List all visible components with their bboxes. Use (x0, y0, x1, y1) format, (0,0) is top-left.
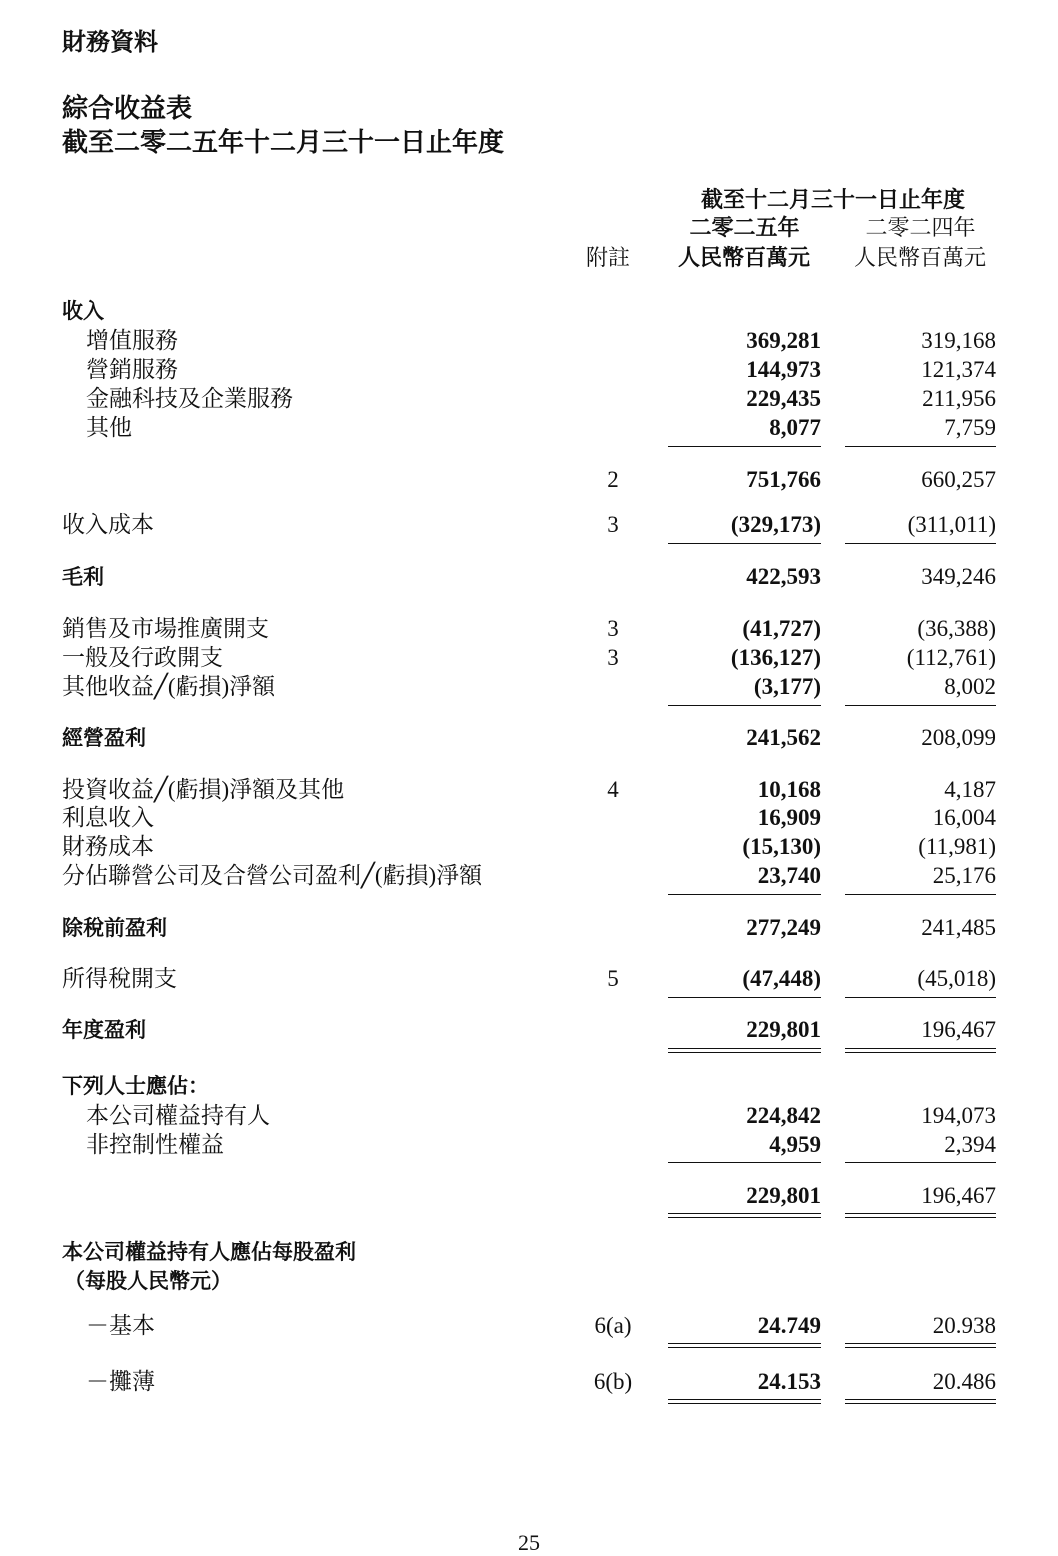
value-2024: (36,388) (917, 616, 996, 641)
note-ref: 6(a) (594, 1313, 632, 1338)
value-2024: 196,467 (921, 1183, 996, 1208)
table-row (0, 326, 1058, 356)
row-label: 金融科技及企業服務 (86, 386, 293, 411)
subtotal-rule (845, 705, 996, 706)
value-2024: 194,073 (921, 1103, 996, 1128)
value-2024: 241,485 (921, 915, 996, 940)
row-label: 其他收益╱(虧損)淨額 (62, 674, 276, 699)
total-double-rule (845, 1343, 996, 1348)
value-2025: 23,740 (757, 863, 821, 888)
table-row (0, 643, 1058, 673)
row-label: （每股人民幣元） (64, 1269, 232, 1293)
subtotal-rule (668, 894, 821, 895)
table-row (0, 384, 1058, 414)
value-2025: 224,842 (746, 1103, 821, 1128)
total-double-rule (845, 1399, 996, 1404)
total-double-rule (845, 1213, 996, 1218)
header-note: 附註 (586, 245, 631, 270)
table-row (0, 614, 1058, 644)
subtotal-rule (668, 543, 821, 544)
table-row (0, 913, 1058, 943)
table-row (0, 1101, 1058, 1131)
subtotal-rule (845, 997, 996, 998)
table-row (0, 1015, 1058, 1045)
row-label: 利息收入 (62, 805, 154, 830)
subtotal-rule (845, 446, 996, 447)
value-2025: 369,281 (746, 328, 821, 353)
note-ref: 2 (607, 467, 619, 492)
table-row (0, 832, 1058, 862)
row-label: 毛利 (62, 565, 104, 589)
note-ref: 3 (607, 645, 619, 670)
subtotal-rule (668, 705, 821, 706)
subtotal-rule (668, 1162, 821, 1163)
row-label: 營銷服務 (86, 357, 178, 382)
row-label: 其他 (86, 415, 132, 440)
value-2025: 24.749 (757, 1313, 821, 1338)
table-row (0, 355, 1058, 385)
value-2024: 319,168 (921, 328, 996, 353)
value-2024: 208,099 (921, 725, 996, 750)
table-row (0, 672, 1058, 702)
value-2025: (3,177) (753, 674, 821, 699)
total-double-rule (668, 1048, 821, 1053)
table-row (0, 1071, 1058, 1101)
value-2025: 422,593 (746, 564, 821, 589)
value-2024: (45,018) (917, 966, 996, 991)
value-2024: 349,246 (921, 564, 996, 589)
table-row (0, 465, 1058, 495)
value-2025: 241,562 (746, 725, 821, 750)
row-label: －基本 (86, 1313, 155, 1338)
header-unit-2024: 人民幣百萬元 (853, 245, 986, 270)
value-2024: (11,981) (918, 834, 996, 859)
value-2024: 25,176 (932, 863, 996, 888)
value-2024: 20.486 (932, 1369, 996, 1394)
value-2024: 20.938 (932, 1313, 996, 1338)
total-double-rule (668, 1399, 821, 1404)
total-double-rule (668, 1343, 821, 1348)
row-label: 下列人士應佔： (62, 1074, 209, 1098)
row-label: 所得稅開支 (62, 966, 177, 991)
page-number: 25 (518, 1530, 540, 1555)
value-2024: (311,011) (907, 512, 996, 537)
table-row (0, 1311, 1058, 1341)
header-unit-2025: 人民幣百萬元 (677, 246, 810, 271)
value-2024: 4,187 (944, 777, 996, 802)
value-2024: 16,004 (932, 805, 996, 830)
row-label: －攤薄 (86, 1369, 155, 1394)
row-label: 除稅前盈利 (62, 916, 167, 940)
period-title: 截至二零二五年十二月三十一日止年度 (62, 128, 505, 158)
row-label: 增值服務 (86, 328, 178, 353)
value-2025: 277,249 (746, 915, 821, 940)
value-2024: 121,374 (921, 357, 996, 382)
row-label: 銷售及市場推廣開支 (62, 616, 269, 641)
value-2024: 7,759 (944, 415, 996, 440)
table-row (0, 861, 1058, 891)
table-row (0, 723, 1058, 753)
statement-title: 綜合收益表 (62, 94, 193, 124)
header-year-2025: 二零二五年 (689, 216, 800, 241)
value-2025: (47,448) (742, 966, 821, 991)
row-label: 本公司權益持有人應佔每股盈利 (62, 1240, 356, 1264)
value-2025: 8,077 (769, 415, 821, 440)
subtotal-rule (845, 894, 996, 895)
table-row (0, 296, 1058, 326)
total-double-rule (668, 1213, 821, 1218)
value-2024: 8,002 (944, 674, 996, 699)
value-2024: 2,394 (944, 1132, 996, 1157)
value-2025: (15,130) (742, 834, 821, 859)
table-row (0, 1181, 1058, 1211)
value-2025: (41,727) (742, 616, 821, 641)
note-ref: 6(b) (593, 1369, 633, 1394)
row-label: 財務成本 (62, 834, 154, 859)
total-double-rule (845, 1048, 996, 1053)
value-2025: (329,173) (730, 512, 821, 537)
value-2025: 229,801 (746, 1017, 821, 1042)
row-label: 非控制性權益 (86, 1132, 224, 1157)
row-label: 收入成本 (62, 512, 154, 537)
header-year-2024: 二零二四年 (865, 215, 976, 240)
value-2025: 24.153 (757, 1369, 821, 1394)
value-2024: 660,257 (921, 467, 996, 492)
note-ref: 3 (607, 512, 619, 537)
value-2024: (112,761) (906, 645, 996, 670)
table-row (0, 1266, 1058, 1296)
note-ref: 5 (607, 966, 619, 991)
value-2025: 751,766 (746, 467, 821, 492)
row-label: 分佔聯營公司及合營公司盈利╱(虧損)淨額 (62, 863, 483, 888)
row-label: 一般及行政開支 (62, 645, 223, 670)
subtotal-rule (845, 543, 996, 544)
value-2025: (136,127) (730, 645, 821, 670)
table-row (0, 1130, 1058, 1160)
table-row (0, 1367, 1058, 1397)
subtotal-rule (845, 1162, 996, 1163)
value-2025: 229,801 (746, 1183, 821, 1208)
row-label: 年度盈利 (62, 1018, 146, 1042)
value-2024: 196,467 (921, 1017, 996, 1042)
table-row (0, 803, 1058, 833)
value-2025: 229,435 (746, 386, 821, 411)
note-ref: 4 (607, 777, 619, 802)
note-ref: 3 (607, 616, 619, 641)
subtotal-rule (668, 446, 821, 447)
value-2025: 16,909 (757, 805, 821, 830)
table-row (0, 1237, 1058, 1267)
table-row (0, 964, 1058, 994)
table-row (0, 413, 1058, 443)
value-2025: 10,168 (757, 777, 821, 802)
header-period: 截至十二月三十一日止年度 (700, 188, 965, 213)
row-label: 經營盈利 (62, 726, 146, 750)
table-row (0, 510, 1058, 540)
value-2025: 144,973 (746, 357, 821, 382)
table-row (0, 562, 1058, 592)
row-label: 投資收益╱(虧損)淨額及其他 (62, 777, 345, 802)
row-label: 本公司權益持有人 (86, 1103, 270, 1128)
section-title: 財務資料 (62, 28, 158, 56)
value-2025: 4,959 (769, 1132, 821, 1157)
subtotal-rule (668, 997, 821, 998)
row-label: 收入 (62, 299, 104, 323)
table-row (0, 775, 1058, 805)
value-2024: 211,956 (922, 386, 996, 411)
